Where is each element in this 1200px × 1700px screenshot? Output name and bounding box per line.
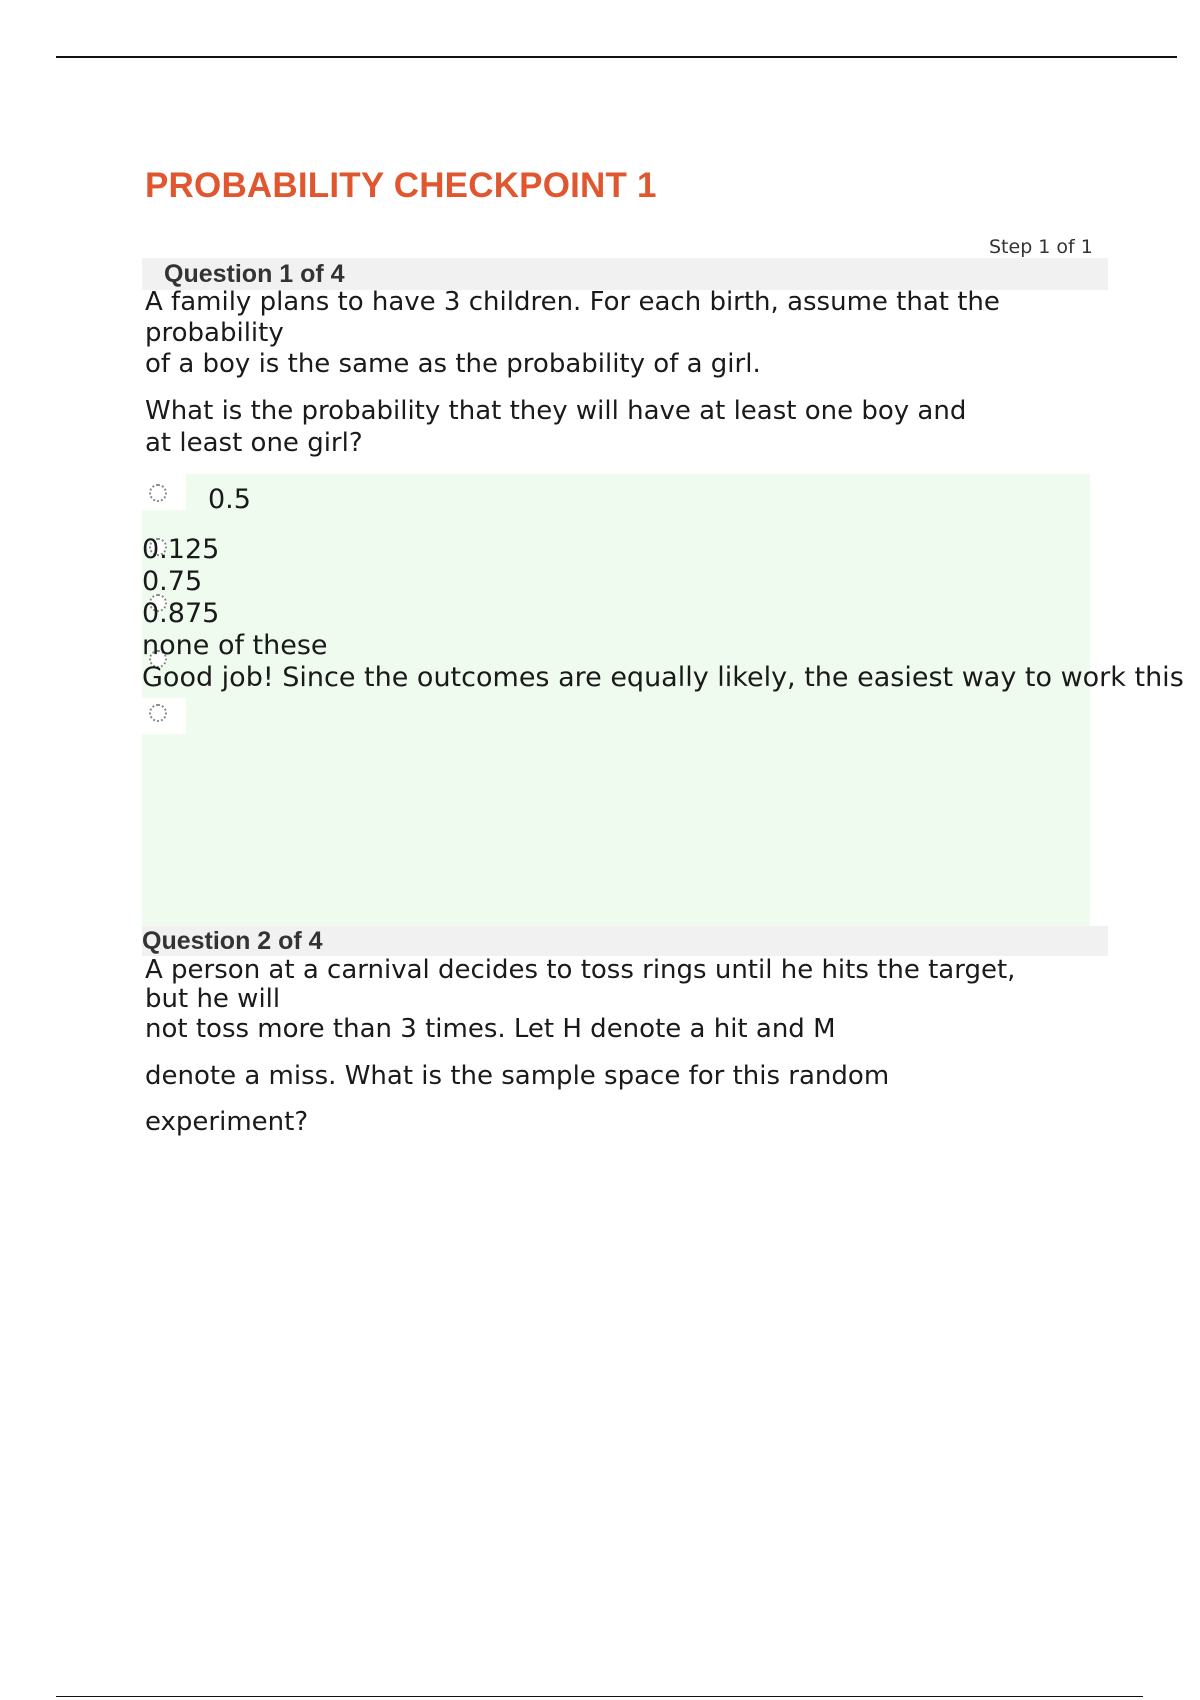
bottom-rule: [56, 1696, 1143, 1697]
question-1-header: Question 1 of 4: [142, 258, 1108, 290]
feedback-text: Good job! Since the outcomes are equally likely, the easiest way to work this: [142, 662, 1184, 693]
question-2-text-line-5: experiment?: [145, 1107, 309, 1137]
step-indicator: Step 1 of 1: [989, 236, 1093, 258]
question-2-text-line-4: denote a miss. What is the sample space for this random: [145, 1061, 890, 1091]
question-1-prompt-line-1: What is the probability that they will have at least one boy and: [145, 396, 967, 426]
answer-options-panel: [142, 474, 1090, 926]
option-4-label[interactable]: 0.875: [142, 598, 220, 629]
question-2-header: Question 2 of 4: [142, 926, 1108, 956]
option-3-label[interactable]: 0.75: [142, 566, 203, 597]
question-2-text-line-2: but he will: [145, 984, 281, 1014]
question-1-text-line-2: probability: [145, 318, 284, 348]
question-2-text-line-3: not toss more than 3 times. Let H denote a hit and M: [145, 1014, 836, 1044]
top-rule: [56, 56, 1177, 58]
question-2-text-line-1: A person at a carnival decides to toss rings until he hits the target,: [145, 955, 1016, 985]
option-5-label[interactable]: none of these: [142, 630, 328, 661]
question-1-prompt-line-2: at least one girl?: [145, 428, 363, 458]
option-2-label[interactable]: 0.125: [142, 534, 220, 565]
radio-option-1[interactable]: [149, 484, 167, 502]
radio-option-5[interactable]: [149, 704, 167, 722]
option-1-label[interactable]: 0.5: [208, 484, 251, 515]
question-1-text-line-3: of a boy is the same as the probability of a girl.: [145, 349, 761, 379]
page-title: PROBABILITY CHECKPOINT 1: [145, 166, 657, 205]
question-1-text-line-1: A family plans to have 3 children. For each birth, assume that the: [145, 287, 1000, 317]
